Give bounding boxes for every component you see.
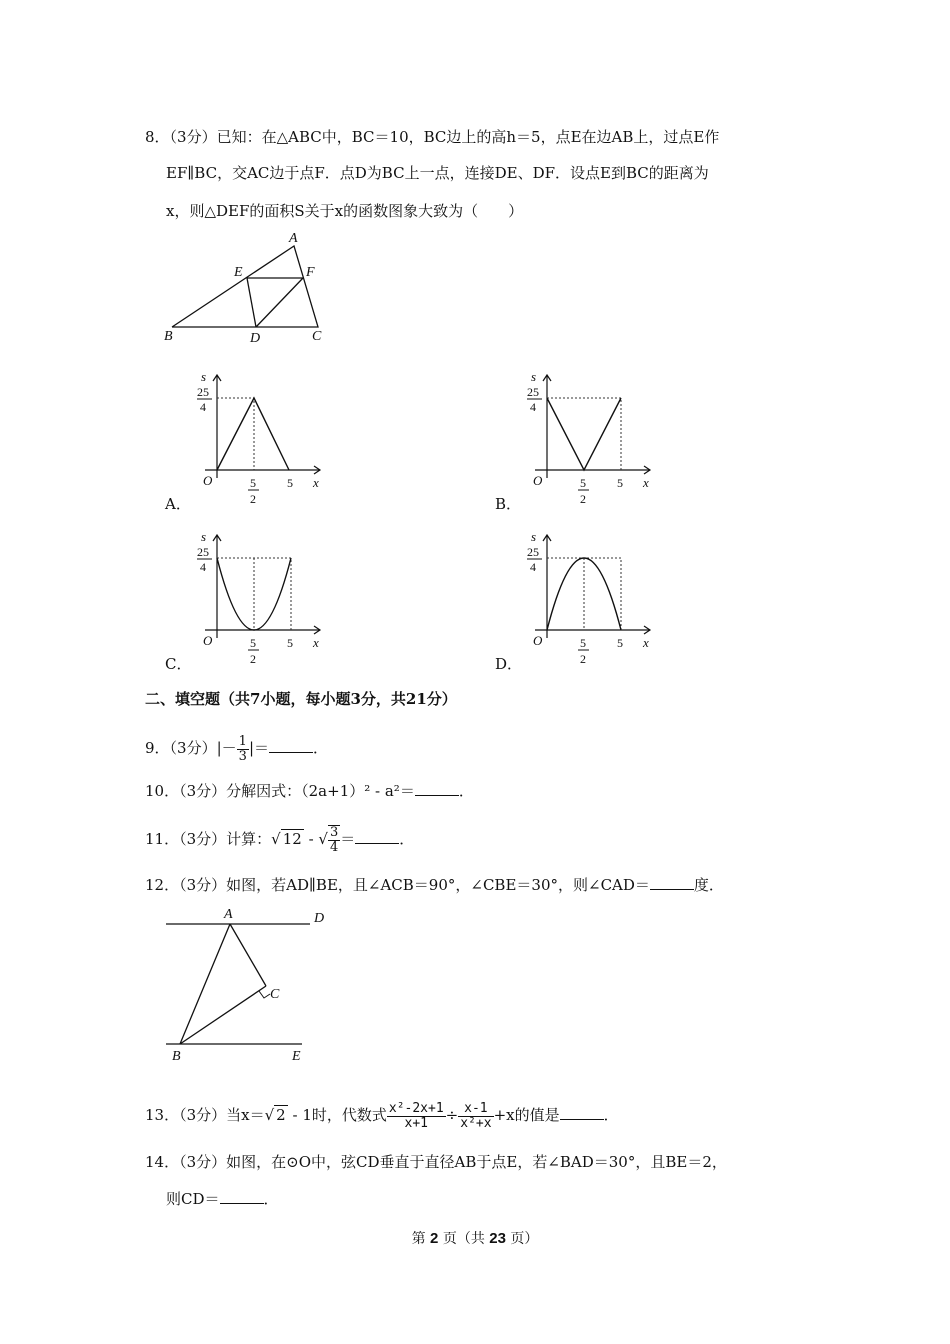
q11-line [145,822,414,856]
x-fraction-denominator: 2 [580,492,586,506]
y-axis-label: s [531,369,537,384]
x-fraction-numerator: 5 [250,636,256,650]
q10-number: 10． [145,782,180,800]
label-a: A [224,907,233,922]
label-d: D [250,331,261,346]
q10-end: ． [458,782,474,800]
q11-pre: 计算： [226,830,272,848]
x-fraction-denominator: 2 [250,652,256,666]
q9-post: |＝ [248,739,269,757]
origin-label: O [203,473,213,488]
q12-line [145,874,724,896]
label-c: C [312,329,322,344]
segment-de [247,278,256,327]
q9-end: ． [313,739,329,757]
q13-frac1-numerator: x²-2x+1 [388,1100,444,1116]
label-e: E [292,1049,301,1064]
label-d: D [314,911,325,926]
y-axis-label: s [201,369,207,384]
q14-line2-pre: 则CD＝ [166,1190,220,1208]
q10-text: 分解因式：（2a+1）² - a²＝ [226,782,415,800]
q13-answer-blank[interactable] [560,1105,604,1120]
function-curve [217,398,289,470]
q8-line2: EF∥BC，交AC边于点F．点D为BC上一点，连接DE、DF．设点E到BC的距离为 [166,164,709,182]
option-d-graph [490,525,660,675]
q10-score: （3分） [179,782,227,800]
x-five-label: 5 [617,636,623,650]
segment-ac [230,924,266,986]
triangle-abc [172,246,318,327]
label-f: F [306,265,315,280]
q14-number: 14． [145,1153,180,1171]
q11-end: ． [399,830,415,848]
y-fraction-denominator: 4 [200,400,206,414]
right-angle-mark [259,991,270,998]
q11-answer-blank[interactable] [355,829,399,844]
option-a-graph [160,365,330,515]
y-fraction-denominator: 4 [530,400,536,414]
q14-answer-blank[interactable] [220,1189,264,1204]
q8-number: 8． [145,128,170,146]
y-axis-label: s [531,529,537,544]
q12-number: 12． [145,876,180,894]
q12-text: 如图，若AD∥BE，且∠ACB＝90°，∠CBE＝30°，则∠CAD＝ [226,876,650,894]
y-fraction-numerator: 25 [527,545,539,559]
footer-total-pages: 23 [489,1230,506,1247]
q12-score: （3分） [179,876,227,894]
q9-pre: |－ [216,739,237,757]
q13-line [145,1097,619,1133]
q8-text-1: 已知：在△ABC中，BC＝10，BC边上的高h＝5，点E在边AB上，过点E作 [216,128,720,146]
label-a: A [289,231,298,246]
q13-frac2-numerator: x-1 [458,1102,493,1117]
guide-dashed [547,398,621,470]
q14-line2-end: ． [263,1190,279,1208]
function-curve [547,398,621,470]
q11-rad2-denominator: 4 [329,840,339,855]
q13-fraction2 [458,1102,493,1131]
x-fraction-numerator: 5 [580,636,586,650]
q13-radicand: 2 [276,1106,286,1124]
q11-radicand2 [328,825,340,855]
q8-line1 [145,126,719,148]
segment-df [256,278,303,327]
q9-denominator: 3 [238,748,247,764]
page-footer [0,1228,950,1248]
option-b-graph [490,365,660,515]
label-c: C [270,987,280,1002]
option-a-label[interactable]: A． [165,495,191,513]
x-axis-label: x [313,635,319,650]
q13-after-rad: - 1时，代数式 [287,1106,387,1124]
x-fraction-numerator: 5 [250,476,256,490]
label-b: B [164,329,173,344]
q13-div: ÷ [445,1106,459,1124]
option-c-label[interactable]: C． [165,655,192,673]
q11-sqrt2-sign: √ [318,830,328,848]
option-d-label[interactable]: D． [495,655,523,673]
x-five-label: 5 [287,636,293,650]
q13-frac1-denominator: x+1 [404,1115,429,1131]
q9-number: 9． [145,739,170,757]
q9-line [145,733,328,764]
footer-post: 页） [510,1231,539,1247]
x-five-label: 5 [617,476,623,490]
q8-line3: x，则△DEF的面积S关于x的函数图象大致为（ ） [166,202,524,220]
q9-answer-blank[interactable] [269,738,313,753]
section2-title: 二、填空题（共7小题，每小题3分，共21分） [145,690,457,708]
x-axis-label: x [313,475,319,490]
q8-score: （3分） [169,128,217,146]
q9-score: （3分） [169,739,217,757]
q10-answer-blank[interactable] [415,781,459,796]
y-fraction-denominator: 4 [200,560,206,574]
q9-fraction [237,735,249,764]
q11-radicand1: 12 [282,830,302,848]
q13-post: +x的值是 [493,1106,560,1124]
q11-sqrt1-sign: √ [271,830,281,848]
option-c-graph [160,525,330,675]
q14-text: 如图，在⊙O中，弦CD垂直于直径AB于点E，若∠BAD＝30°，且BE＝2， [226,1153,727,1171]
x-fraction-numerator: 5 [580,476,586,490]
q12-end: 度． [693,876,724,894]
y-axis-label: s [201,529,207,544]
y-fraction-numerator: 25 [197,385,209,399]
x-five-label: 5 [287,476,293,490]
q14-score: （3分） [179,1153,227,1171]
segment-ab [180,924,230,1044]
y-fraction-denominator: 4 [530,560,536,574]
q9-numerator: 1 [238,733,247,749]
q11-minus: - [303,830,319,848]
q13-sqrt-sign: √ [264,1106,275,1124]
y-fraction-numerator: 25 [197,545,209,559]
footer-pre: 第 [411,1231,426,1247]
x-fraction-denominator: 2 [250,492,256,506]
origin-label: O [533,473,543,488]
q11-score: （3分） [179,830,227,848]
q12-figure [160,902,340,1070]
q13-frac2-denominator: x²+x [460,1115,492,1131]
origin-label: O [533,633,543,648]
q13-number: 13． [145,1106,180,1124]
q8-triangle-figure [160,230,340,350]
footer-mid: 页（共 [442,1231,485,1247]
q14-line2 [166,1188,279,1210]
label-e: E [234,265,243,280]
q13-end: ． [603,1106,619,1124]
label-b: B [172,1049,181,1064]
origin-label: O [203,633,213,648]
q13-score: （3分） [179,1106,227,1124]
x-fraction-denominator: 2 [580,652,586,666]
q12-answer-blank[interactable] [650,875,694,890]
q11-rad2-numerator: 3 [329,825,339,840]
q14-line1 [145,1151,727,1173]
footer-page-number: 2 [430,1230,439,1247]
q10-line [145,780,474,802]
q11-post: ＝ [340,830,356,848]
option-b-label[interactable]: B． [495,495,522,513]
segment-bc [180,986,266,1044]
q11-number: 11． [145,830,180,848]
y-fraction-numerator: 25 [527,385,539,399]
x-axis-label: x [643,475,649,490]
q13-fraction1 [387,1102,446,1131]
q13-pre: 当x＝ [226,1106,265,1124]
x-axis-label: x [643,635,649,650]
